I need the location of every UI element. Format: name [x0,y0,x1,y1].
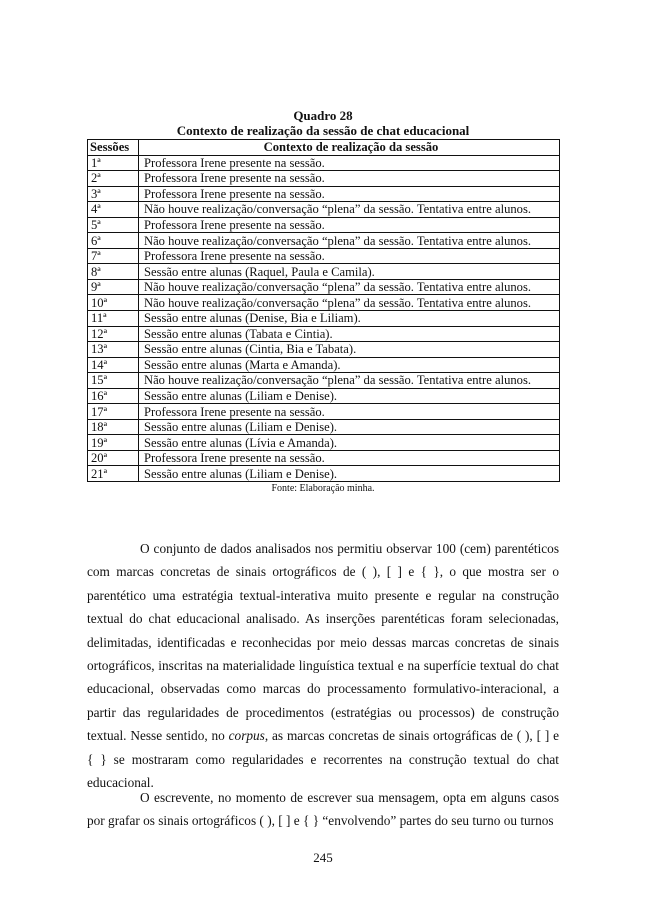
session-cell: 13ª [88,342,139,358]
context-cell: Não houve realização/conversação “plena” da sessão. Tentativa entre alunos. [139,295,560,311]
session-cell: 17ª [88,404,139,420]
table-row [88,357,560,373]
session-cell: 12ª [88,326,139,342]
context-cell: Sessão entre alunas (Liliam e Denise). [139,466,560,482]
session-cell: 11ª [88,311,139,327]
caption-title: Contexto de realização da sessão de chat educacional [176,123,470,138]
session-cell: 3ª [88,186,139,202]
context-cell: Professora Irene presente na sessão. [139,450,560,466]
table-row [88,155,560,171]
table-row [88,202,560,218]
table-row [88,342,560,358]
context-cell: Professora Irene presente na sessão. [139,248,560,264]
session-cell: 9ª [88,279,139,295]
context-cell: Professora Irene presente na sessão. [139,217,560,233]
header-sessions: Sessões [88,140,139,156]
context-cell: Sessão entre alunas (Raquel, Paula e Camila). [139,264,560,280]
session-cell: 16ª [88,388,139,404]
header-context: Contexto de realização da sessão [139,140,560,156]
session-cell: 8ª [88,264,139,280]
table-header-row [88,140,560,156]
table-row [88,295,560,311]
table-row [88,388,560,404]
context-cell: Professora Irene presente na sessão. [139,171,560,187]
session-cell: 21ª [88,466,139,482]
table-row [88,326,560,342]
table-row [88,466,560,482]
session-cell: 19ª [88,435,139,451]
session-cell: 14ª [88,357,139,373]
table-row [88,248,560,264]
table-row [88,233,560,249]
page-number: 245 [313,850,333,865]
session-cell: 6ª [88,233,139,249]
caption-number: Quadro 28 [293,108,353,123]
context-cell: Sessão entre alunas (Tabata e Cintia). [139,326,560,342]
context-cell: Professora Irene presente na sessão. [139,186,560,202]
context-cell: Sessão entre alunas (Denise, Bia e Liliam). [139,311,560,327]
session-cell: 7ª [88,248,139,264]
context-cell: Não houve realização/conversação “plena” da sessão. Tentativa entre alunos. [139,202,560,218]
session-cell: 10ª [88,295,139,311]
body-paragraph-2 [87,786,559,833]
context-cell: Sessão entre alunas (Marta e Amanda). [139,357,560,373]
paragraph-text: O escrevente, no momento de escrever sua mensagem, opta em alguns casos por grafar os sinais ortográficos ( ), [ ] e { } “envolvendo” partes do seu turno ou turnos [87,790,559,829]
session-cell: 4ª [88,202,139,218]
context-cell: Sessão entre alunas (Liliam e Denise). [139,419,560,435]
table-row [88,171,560,187]
table-row [88,435,560,451]
body-paragraph-1 [87,537,559,794]
table-row [88,404,560,420]
context-cell: Sessão entre alunas (Cintia, Bia e Tabata). [139,342,560,358]
context-cell: Sessão entre alunas (Lívia e Amanda). [139,435,560,451]
table-row [88,450,560,466]
sessions-table [87,139,560,482]
session-cell: 1ª [88,155,139,171]
session-cell: 2ª [88,171,139,187]
table-row [88,217,560,233]
table-row [88,373,560,389]
table-row [88,264,560,280]
italic-term: corpus [228,728,265,744]
context-cell: Não houve realização/conversação “plena” da sessão. Tentativa entre alunos. [139,279,560,295]
context-cell: Professora Irene presente na sessão. [139,155,560,171]
session-cell: 18ª [88,419,139,435]
table-body [88,155,560,481]
session-cell: 20ª [88,450,139,466]
table-row [88,419,560,435]
context-cell: Sessão entre alunas (Liliam e Denise). [139,388,560,404]
paragraph-text: , as marcas concretas de sinais ortográficas de ( ), [ ] e { } se mostraram como regularidades e recorrentes na construção textual do chat educacional. [87,728,560,791]
table-row [88,186,560,202]
context-cell: Não houve realização/conversação “plena” da sessão. Tentativa entre alunos. [139,373,560,389]
session-cell: 15ª [88,373,139,389]
table-row [88,311,560,327]
context-cell: Professora Irene presente na sessão. [139,404,560,420]
table-source: Fonte: Elaboração minha. [271,483,375,494]
session-cell: 5ª [88,217,139,233]
paragraph-text: O conjunto de dados analisados nos permitiu observar 100 (cem) parentéticos com marcas concretas de sinais ortográficos de ( ), [ ] e { }, o que mostra ser o parentético uma estratégia textual-interativa muito presente e regular na construção textual do chat educacional analisado. As inserções parentéticas foram selecionadas, delimitadas, identificadas e reconhecidas por meio dessas marcas concretas de sinais ortográficos, inscritas na materialidade linguística textual e na superfície textual do chat educacional, observadas como marcas do processamento formulativo-interacional, a partir das regularidades de procedimentos (estratégias ou processos) de construção textual. Nesse sentido, no [87,541,559,744]
context-cell: Não houve realização/conversação “plena” da sessão. Tentativa entre alunos. [139,233,560,249]
table-row [88,279,560,295]
